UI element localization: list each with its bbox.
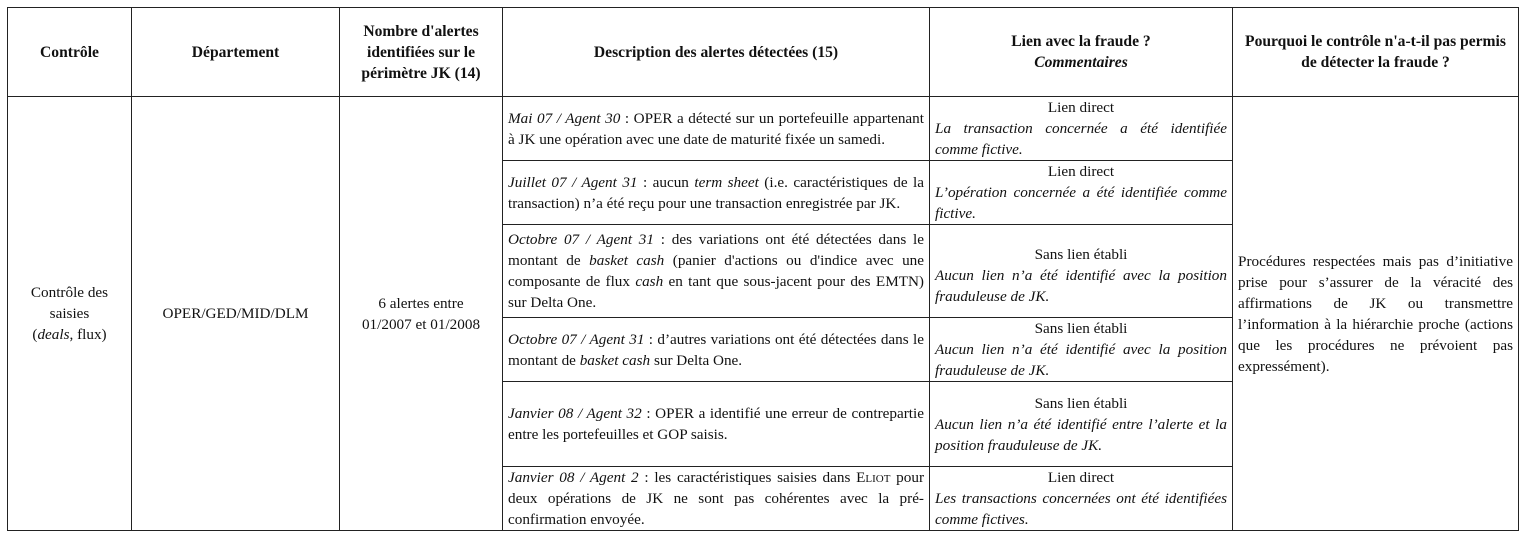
- alert-description: [503, 382, 930, 467]
- alert-text: pour deux opérations de JK ne sont pas cohérentes avec la pré-confirmation envoyée.: [508, 469, 924, 528]
- alert-text: : les caractéristiques saisies dans: [638, 469, 857, 486]
- header-lien-title: Lien avec la fraude ?: [1011, 33, 1151, 50]
- link-comment: La transaction concernée a été identifiée comme fictive.: [935, 120, 1227, 158]
- controle-deals: deals: [37, 326, 70, 343]
- alert-term: basket cash: [579, 351, 651, 369]
- alert-description: [503, 318, 930, 382]
- alert-text: : aucun: [637, 173, 695, 191]
- controle-open: (: [32, 326, 38, 343]
- header-nombre-alertes: Nombre d'alertes identifiées sur le périmètre JK (14): [340, 8, 503, 97]
- alert-text: (panier d'actions ou d'indice avec une composante de flux: [508, 252, 925, 290]
- link-status: Lien direct: [1047, 99, 1115, 116]
- alert-ref: Octobre 07 / Agent 31: [508, 231, 654, 248]
- alert-system-name: Eliot: [856, 469, 891, 486]
- alert-ref: Janvier 08 / Agent 32: [508, 405, 642, 422]
- alert-term: term sheet: [694, 173, 759, 191]
- pourquoi-cell: Procédures respectées mais pas d’initiative prise pour s’assurer de la véracité des affirmations de JK ou transmettre l’information à la hiérarchie proche (actions que les procédures ne prévoient pas expressément).: [1233, 97, 1519, 531]
- header-pourquoi: Pourquoi le contrôle n'a-t-il pas permis de détecter la fraude ?: [1233, 8, 1519, 97]
- alert-description: [503, 161, 930, 225]
- alert-description: [503, 467, 930, 531]
- link-comment: Aucun lien n’a été identifié entre l’alerte et la position frauduleuse de JK.: [935, 415, 1227, 454]
- header-departement: Département: [132, 8, 340, 97]
- alert-description: [503, 225, 930, 318]
- link-comment: Aucun lien n’a été identifié avec la position frauduleuse de JK.: [935, 266, 1227, 305]
- controle-label: Contrôle des saisies: [30, 284, 109, 322]
- alert-text: : d’autres variations ont été détectées dans le montant de: [508, 330, 924, 369]
- header-description: Description des alertes détectées (15): [503, 8, 930, 97]
- alert-text: : des variations ont été détectées dans le montant de: [508, 231, 924, 269]
- controle-cell: [8, 97, 132, 531]
- nombre-alertes-cell: 6 alertes entre 01/2007 et 01/2008: [340, 97, 503, 531]
- alert-link: [930, 225, 1233, 318]
- alert-text: (i.e. caractéristiques de la transaction) n’a été reçu pour une transaction enregistrée par JK.: [508, 173, 925, 212]
- alert-link: [930, 467, 1233, 531]
- alert-link: [930, 382, 1233, 467]
- alert-text: : OPER a identifié une erreur de contrepartie entre les portefeuilles et GOP saisis.: [508, 405, 924, 443]
- link-status: Lien direct: [1047, 163, 1115, 180]
- alert-term: cash: [635, 273, 664, 290]
- alert-link: [930, 318, 1233, 382]
- alert-link: [930, 97, 1233, 161]
- link-status: Sans lien établi: [1034, 320, 1128, 337]
- link-status: Lien direct: [1047, 469, 1115, 486]
- alert-ref: Janvier 08 / Agent 2: [508, 469, 639, 486]
- link-comment: Aucun lien n’a été identifié avec la position frauduleuse de JK.: [935, 341, 1227, 379]
- alert-term: basket cash: [589, 252, 665, 269]
- fraud-controls-table: [7, 7, 1519, 531]
- alert-text: : OPER a détecté sur un portefeuille appartenant à JK une opération avec une date de maturité fixée un samedi.: [508, 109, 924, 148]
- alert-description: [503, 97, 930, 161]
- alert-ref: Octobre 07 / Agent 31: [508, 330, 645, 348]
- header-controle: Contrôle: [8, 8, 132, 97]
- header-lien-fraude: [930, 8, 1233, 97]
- link-status: Sans lien établi: [1034, 245, 1128, 263]
- alert-ref: Juillet 07 / Agent 31: [508, 173, 638, 191]
- header-lien-subtitle: Commentaires: [1034, 54, 1128, 71]
- table-row: [8, 97, 1519, 161]
- departement-cell: OPER/GED/MID/DLM: [132, 97, 340, 531]
- link-status: Sans lien établi: [1034, 394, 1128, 412]
- alert-text: sur Delta One.: [650, 351, 743, 369]
- link-comment: L’opération concernée a été identifiée comme fictive.: [935, 184, 1227, 222]
- header-row: [8, 8, 1519, 97]
- alert-text: en tant que sous-jacent pour des EMTN) sur Delta One.: [508, 273, 924, 311]
- alert-link: [930, 161, 1233, 225]
- controle-rest: , flux): [69, 326, 107, 343]
- link-comment: Les transactions concernées ont été identifiées comme fictives.: [935, 490, 1227, 528]
- alert-ref: Mai 07 / Agent 30: [508, 109, 621, 127]
